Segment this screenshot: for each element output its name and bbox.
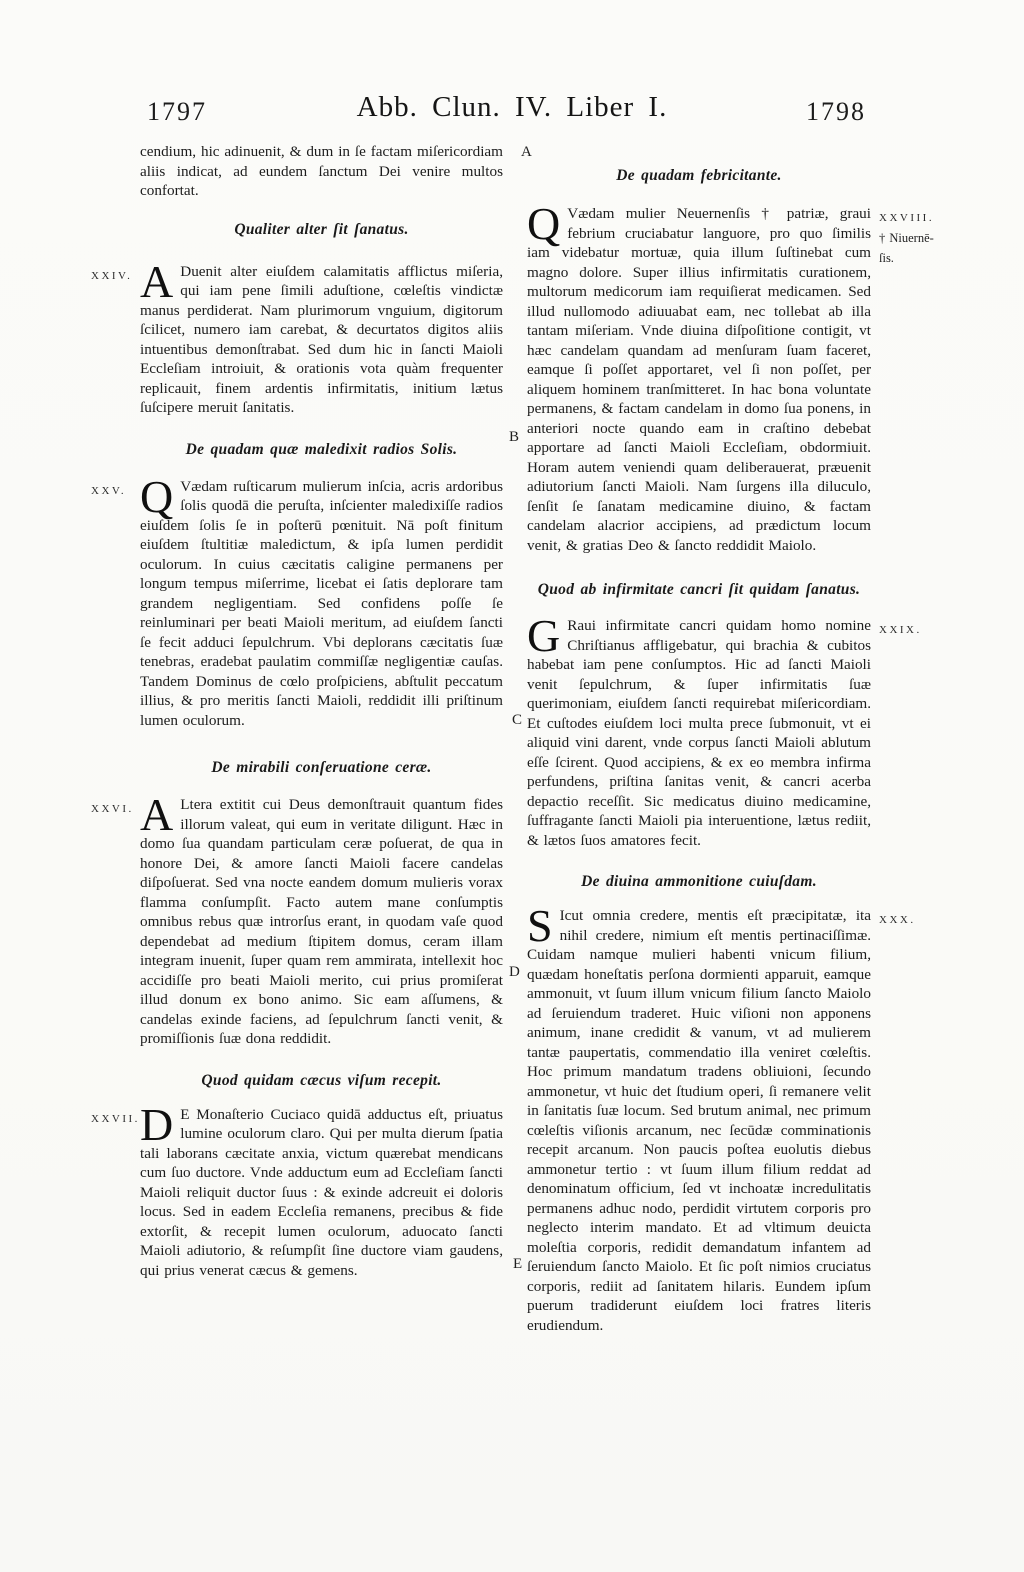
drop-cap-xxvi: A xyxy=(140,789,174,840)
section-body-xxvi: Ltera extitit cui Deus demonſtrauit quantum fides illorum valeat, qui eum in veritate diligunt. Hæc in domo ſua quandam particulam ceræ poſuerat, de qua in honore Dei, & amore ſancti Maioli facere candelas diſpoſuerat. Sed vna nocte eandem domum mulieris vorax flamma conſumpſit. Facto autem mane conſumptis omnibus rebus quæ introrſus erant, in quodam vaſe quod dependebat ad medium ſtipitem domus, ceram illam integram inuenit, ſuper quam rem ammirata, intellexit hoc accidiſſe pro beati Maioli merito, cui prius promiſerat illud donum ex bono animo. Sic eam aſſumens, & candelas exinde faciens, ad ſepulchrum ſancti venit, & promiſſionis ſuæ dona reddidit. xyxy=(140,796,503,1047)
section-xxix xyxy=(527,610,922,850)
section-xxv xyxy=(91,470,503,731)
page-number-left: 1797 xyxy=(147,97,207,126)
gutter-marker-d: D xyxy=(509,964,520,980)
section-heading-xxv: De quadam quæ maledixit radios Solis. xyxy=(185,440,458,458)
section-heading-xxvi: De mirabili conſeruatione ceræ. xyxy=(211,759,432,776)
drop-cap-xxiv: A xyxy=(140,255,174,307)
section-xxvii xyxy=(91,1098,503,1281)
drop-cap-xxix: G xyxy=(527,610,561,661)
margin-note-line1: † Niuernē- xyxy=(879,231,934,245)
section-xxvi xyxy=(91,789,503,1049)
drop-cap-xxv: Q xyxy=(140,470,174,522)
section-heading-xxix: Quod ab infirmitate cancri ſit quidam ſanatus. xyxy=(537,581,861,598)
section-body-xxix: Raui infirmitate cancri quidam homo nomine Chriſtianus affligebatur, qui brachia & cubitos habebat iam pene conſumptos. Hic ad ſancti Maioli venit ſepulchrum, & ſuper infirmitatis ſuæ querimoniam, eiuſdem ſancti requirebat miſericordiam. Et cuſtodes eiuſdem loci multa prece ſubmonuit, vt ei aliquid vini darent, vnde corpus ſancti Maioli ablutum eſſe ſcirent. Quod accipiens, & ex eo membra infirma perfundens, priſtina ſanitas venit, & cancri acerba depactio receſſit. Sic medicatus diuino medicamine, ſuffragante ſancti Maioli pia interuentione, lætus rediit, & lætos ſuos amatores fecit. xyxy=(527,617,871,849)
section-xxx xyxy=(527,900,916,1335)
section-xxviii xyxy=(527,198,935,555)
chapter-number-xxiv: XXIV. xyxy=(91,269,133,282)
margin-note-nivernensis xyxy=(879,228,971,268)
section-heading-xxvii: Quod quidam cæcus viſum recepit. xyxy=(201,1071,442,1089)
drop-cap-xxx: S xyxy=(527,900,553,951)
gutter-marker-e: E xyxy=(513,1256,523,1272)
gutter-marker-a: A xyxy=(521,144,532,160)
drop-cap-xxviii: Q xyxy=(527,198,561,249)
chapter-number-xxv: XXV. xyxy=(91,484,127,497)
running-title: Abb. Clun. IV. Liber I. xyxy=(356,91,668,123)
margin-note-line2: ſis. xyxy=(879,251,894,265)
column-right xyxy=(527,166,935,1335)
section-xxiv xyxy=(91,255,503,418)
column-left xyxy=(91,142,503,1280)
section-heading-xxiv: Qualiter alter ſit ſanatus. xyxy=(234,220,409,238)
section-body-xxv: Vædam ruſticarum mulierum inſcia, acris ardoribus ſolis quodā die peruſta, inſcienter maledixiſſe radios eiuſdem ſolis ſe in poſterū pœnituit. Nā poſt finitum eiuſdem ſtultitiæ maledictum, & ipſa lumen perdidit oculorum. In cuius cæcitatis caligine permanens per longum tempus miſerrime, licebat ei ſatis deplorare tam grandem negligentiam. Sed confidens poſſe ſe reinluminari per beati Maioli meritum, ad eiuſdem ſancti ſe fecit adduci ſepulchrum. Vbi deplorans cæcitatis ſuæ tenebras, eradebat paulatim commiſſæ negligentiæ cauſas. Tandem Dominus de cœlo proſpiciens, abſtulit peccatum illius, & pro meritis ſancti Maioli, reddidit illi priſtinum lumen oculorum. xyxy=(140,477,503,729)
chapter-number-xxviii: XXVIII. xyxy=(879,212,935,224)
section-body-xxvii: E Monaſterio Cuciaco quidā adductus eſt, priuatus lumine oculorum claro. Qui per multa dierum ſpatia tali laborans cæcitate anxia, victum quærebat mendicans cum ſuo ductore. Vnde adductum eum ad Eccleſiam ſancti Maioli reliquit ductor ſuus : & exinde adcreuit ei doloris locus. Sed in eadem Eccleſia remanens, precibus & fide extorſit, & recepit lumen oculorum, aduocato ſancti Maioli adiutorio, & reſumpſit ſine ductore viam gaudens, qui prius venerat cæcus & gemens. xyxy=(140,1105,503,1279)
section-body-xxx: Icut omnia credere, mentis eſt præcipitatæ, ita nihil credere, nimium eſt mentis pertinaciſſimæ. Cuidam namque mulieri habenti vnicum filium, quædam honeſtatis perſona dormienti apparuit, eamque ammonuit, vt ſuum illum vnicum filium ſancto Maiolo ad ſeruiendum traderet. Huic viſioni non apponens animum, inane credidit & vanum, vt ad mulierem tantæ paupertatis, commendatio illa veniret cœleſtis. Hoc primum mandatum tradens obliuioni, ſecundo ammonetur, vt huic det ſtudium operi, ſi remanere velit in ſanitatis ſuæ locum. Sed brutum animal, nec primum cœleſtis viſionis arcanum, nec ſecūdæ comminationis recepit arcanum. Non paucis poſtea euolutis diebus ammonetur tertio : vt ſuum illum filium reddat ad denominatum officium, ſed vt inchoatæ incredulitatis permanens adhuc nodo, perdidit virtutem corporis pro neglecto interim mandato. Et ad vltimum deuicta moleſtia corporis, redidit demandatum infantem ad ſeruiendum ſancto Maiolo. Et ſic poſt nimios cruciatus corporis, rediit ad ſanitatem hilaris. Eundem ipſum puerum tradiderunt eiuſdem loci fratres literis erudiendum. xyxy=(527,907,871,1334)
gutter-marker-c: C xyxy=(512,712,523,728)
section-body-xxviii: Vædam mulier Neuernenſis † patriæ, graui febrium cruciabatur languore, pro quo ſimilis iam videbatur mortuæ, quia illum ſuſtinebat cum magno dolore. Super illius infirmitatis curationem, multorum medicorum iam requiſierat medicamen. Sed illud nullomodo adiuuabat eam, nec tollebat ab illa tantam miſeriam. Vnde diuina diſpoſitione contigit, vt hæc candelam quandam ad menſuram ſuam faceret, eamque ſi poſſet apportaret, vel ſi non poſſet, per aliquem hominem tranſmitteret. In hac bona voluntate permanens, & factam candelam in domo ſua ponens, in anteriori nocte quando eam in craſtino debebat apportare ad ſancti Maioli Eccleſiam, obdormiuit. Horam autem veniendi quam deliberauerat, præuenit adiutorium ſancti Maioli. Nam ſurgens illa diluculo, ſenſit ſe ſanatam medicamine diuino, & factam candelam alacrior accipiens, ad prædictum locum venit, & gratias Deo & ſancto reddidit Maiolo. xyxy=(527,205,871,554)
section-heading-xxviii: De quadam febricitante. xyxy=(616,167,782,184)
gutter-marker-b: B xyxy=(509,429,520,445)
continuation-paragraph xyxy=(140,142,503,201)
continuation-text: cendium, hic adinuenit, & dum in ſe factam miſericordiam aliis indicat, ad eundem ſanctum Dei venire multos confortat. xyxy=(140,143,503,199)
chapter-number-xxvii: XXVII. xyxy=(91,1112,140,1125)
drop-cap-xxvii: D xyxy=(140,1098,174,1150)
chapter-number-xxix: XXIX. xyxy=(879,624,922,636)
page-number-right: 1798 xyxy=(806,97,866,126)
section-heading-xxx: De diuina ammonitione cuiuſdam. xyxy=(581,873,817,890)
chapter-number-xxvi: XXVI. xyxy=(91,803,134,815)
chapter-number-xxx: XXX. xyxy=(879,914,916,926)
section-body-xxiv: Duenit alter eiuſdem calamitatis afflictus miſeria, qui iam pene ſimili aduſtione, cœleſtis vindictæ manus perdiderat. Nam plurimorum vnguium, digitorum ſcilicet, numero iam carebat, & decurtatos digitos aliis intuentibus demonſtrabat. Sed dum hic in ſancti Maioli Eccleſiam introiuit, & orationis vota quàm frequenter replicauit, finem ardentis infirmitatis, initium lætus ſuſcipere meruit ſanitatis. xyxy=(140,262,503,416)
